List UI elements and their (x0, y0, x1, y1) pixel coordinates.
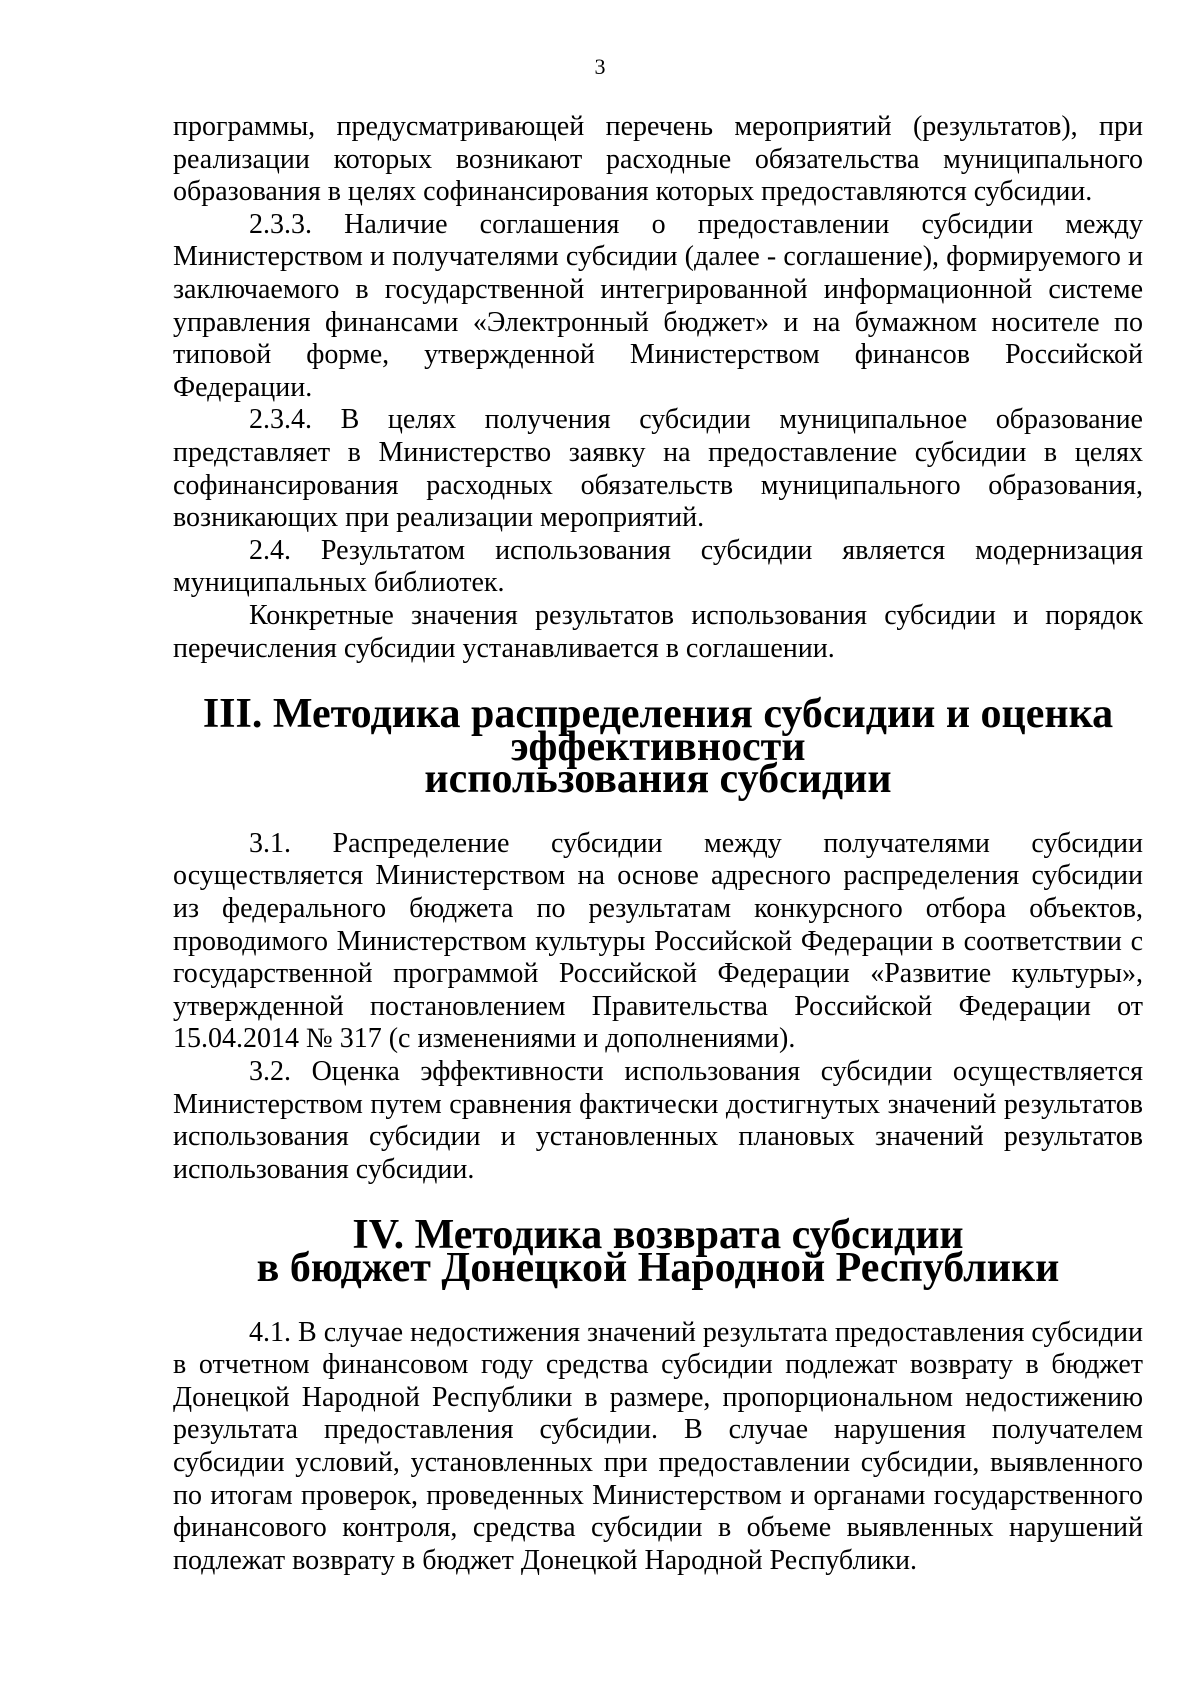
section-4-heading-line-1: IV. Методика возврата субсидии (352, 1212, 964, 1259)
section-4-heading (173, 1212, 1143, 1291)
page-number: 3 (594, 54, 606, 79)
paragraph-3-1: 3.1. Распределение субсидии между получателями субсидии осуществляется Министерством на основе адресного распределения субсидии из федерального бюджета по результатам конкурсного отбора объектов, проводимого Министерством культуры Российской Федерации в соответствии с государственной программой Российской Федерации «Развитие культуры», утвержденной постановлением Правительства Российской Федерации от 15.04.2014 № 317 (с изменениями и дополнениями). (173, 827, 1143, 1055)
paragraph-4-1: 4.1. В случае недостижения значений результата предоставления субсидии в отчетном финансовом году средства субсидии подлежат возврату в бюджет Донецкой Народной Республики в размере, пропорциональном недостижению результата предоставления субсидии. В случае нарушения получателем субсидии условий, установленных при предоставлении субсидии, выявленного по итогам проверок, проведенных Министерством и органами государственного финансового контроля, средства субсидии в объеме выявленных нарушений подлежат возврату в бюджет Донецкой Народной Республики. (173, 1316, 1143, 1576)
paragraph-3-2: 3.2. Оценка эффективности использования субсидии осуществляется Министерством путем сравнения фактически достигнутых значений результатов использования субсидии и установленных плановых значений результатов использования субсидии. (173, 1056, 1143, 1185)
paragraph-2-3-3: 2.3.3. Наличие соглашения о предоставлении субсидии между Министерством и получателями субсидии (далее - соглашение), формируемого и заключаемого в государственной интегрированной информационной системе управления финансами «Электронный бюджет» и на бумажном носителе по типовой форме, утвержденной Министерством финансов Российской Федерации. (173, 208, 1143, 403)
paragraph-specific-values: Конкретные значения результатов использования субсидии и порядок перечисления субсидии устанавливается в соглашении. (173, 599, 1143, 664)
paragraph-2-4: 2.4. Результатом использования субсидии является модернизация муниципальных библиотек. (173, 534, 1143, 599)
paragraph-2-3-4: 2.3.4. В целях получения субсидии муниципальное образование представляет в Министерство заявку на предоставление субсидии в целях софинансирования расходных обязательств муниципального образования, возникающих при реализации мероприятий. (173, 404, 1143, 534)
section-4-heading-line-2: в бюджет Донецкой Народной Республики (256, 1245, 1060, 1291)
section-3-heading (173, 691, 1143, 803)
section-3-heading-line-2: использования субсидии (424, 756, 892, 803)
paragraph-continuation: программы, предусматривающей перечень мероприятий (результатов), при реализации которых возникают расходные обязательства муниципального образования в целях софинансирования которых предоставляются субсидии. (173, 111, 1143, 208)
section-3-heading-line-1: III. Методика распределения субсидии и оценка эффективности (202, 691, 1114, 770)
document-body (173, 111, 1143, 1577)
